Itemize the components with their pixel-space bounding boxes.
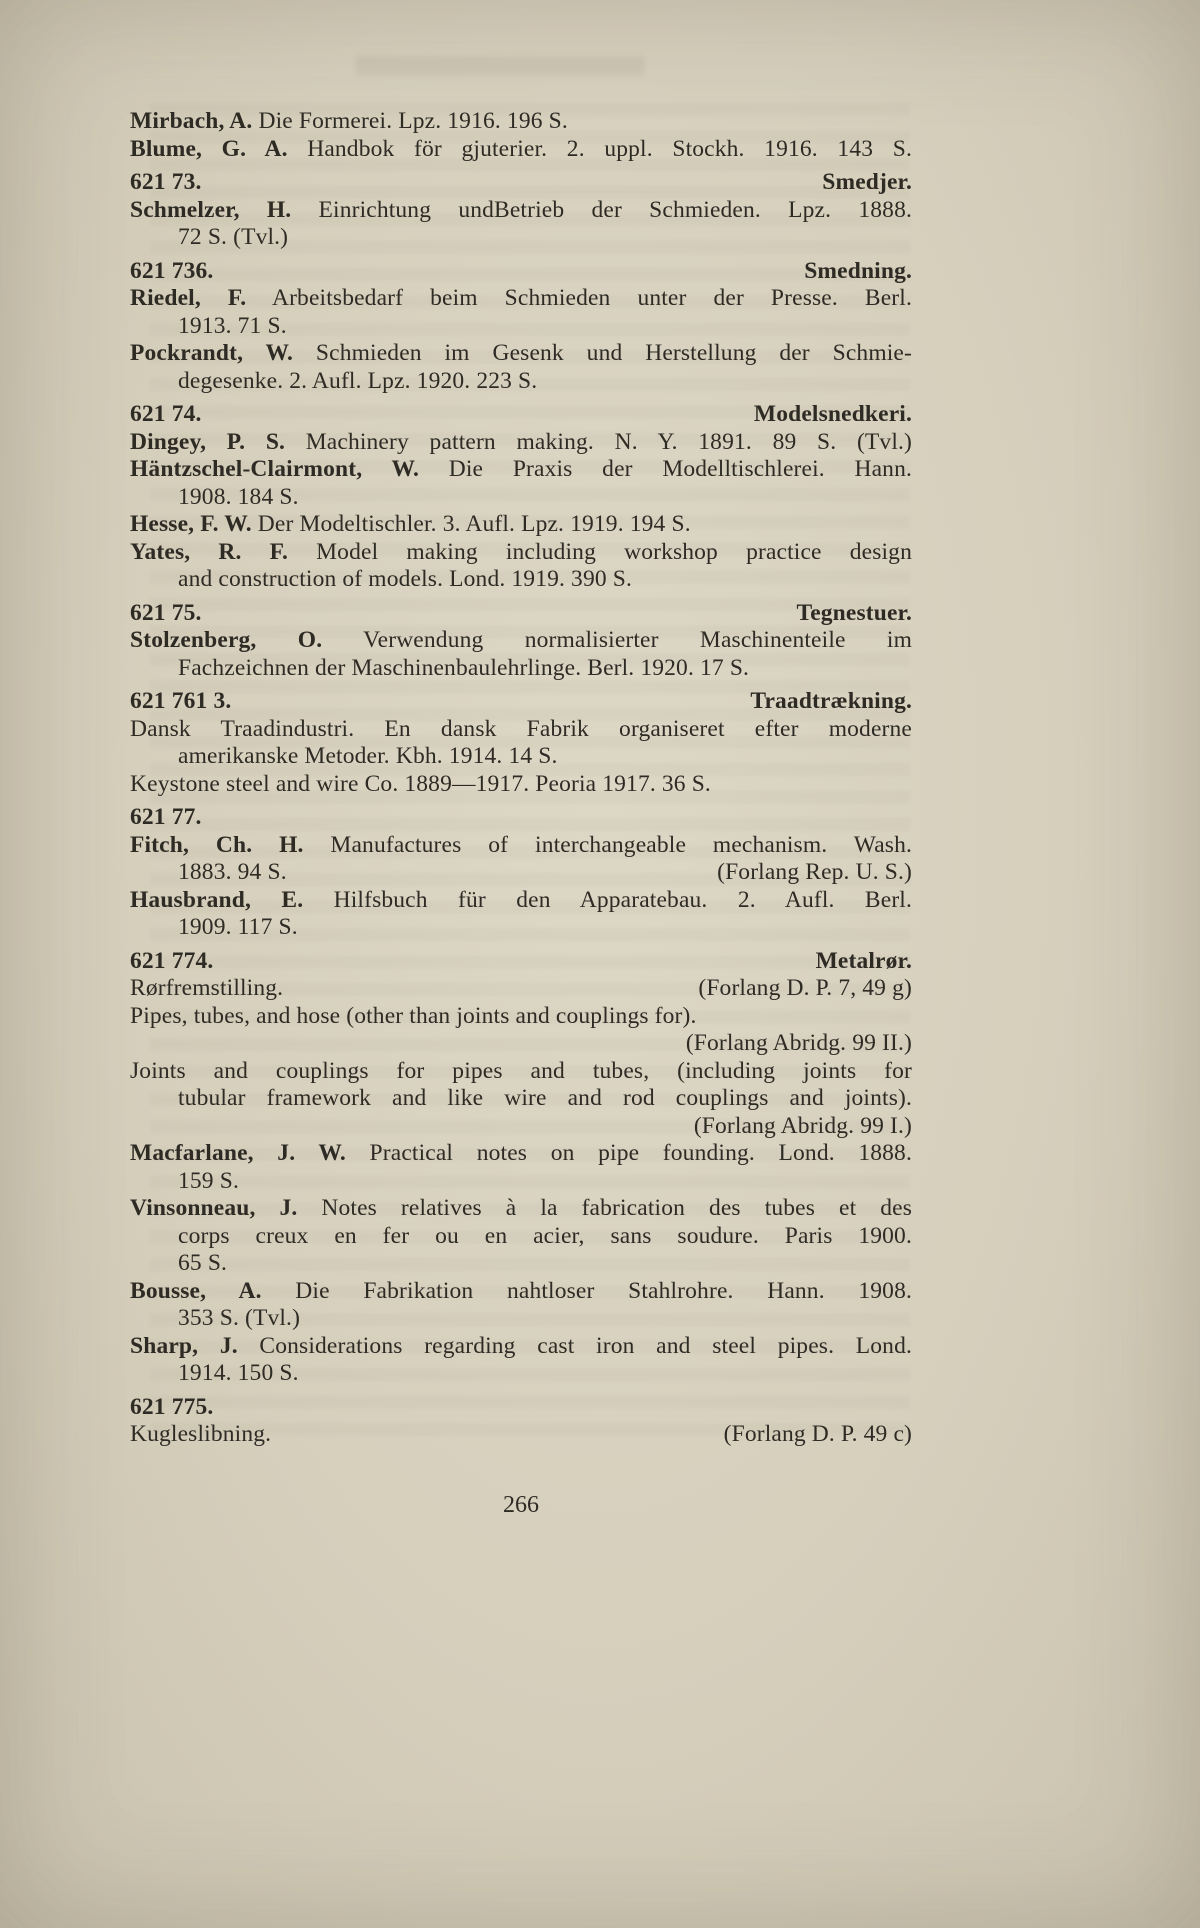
section-code: 621 761 3.	[130, 688, 232, 714]
entry-text: Fitch, Ch. H. Manufactures of interchangeable mechanism. Wash.	[130, 831, 912, 858]
entry-text: 1913. 71 S.	[178, 312, 287, 339]
entry-line	[130, 1195, 912, 1223]
entry-line	[130, 1223, 912, 1251]
entry-line	[130, 108, 912, 136]
entry-text: tubular framework and like wire and rod couplings and joints).	[178, 1085, 912, 1111]
bib-entry	[130, 1421, 912, 1449]
entry-line	[130, 1085, 912, 1113]
entry-line	[130, 1168, 912, 1196]
section-header	[130, 804, 912, 832]
entry-text: Macfarlane, J. W. Practical notes on pipe founding. Lond. 1888.	[130, 1140, 912, 1166]
entry-line	[130, 1421, 912, 1449]
entry-text: Häntzschel-Clairmont, W. Die Praxis der Modelltischlerei. Hann.	[130, 456, 913, 482]
section-code: 621 74.	[130, 401, 202, 427]
entry-text: and construction of models. Lond. 1919. 390 S.	[178, 566, 633, 592]
entry-line	[130, 743, 912, 771]
entry-line	[130, 285, 912, 313]
section-title: Smedning.	[804, 257, 912, 284]
bib-entry	[130, 285, 912, 340]
author-name: Pockrandt, W.	[130, 340, 294, 366]
entry-line	[130, 975, 912, 1003]
entry-line	[130, 368, 912, 396]
entry-text: Dansk Traadindustri. En dansk Fabrik organiseret efter moderne	[130, 715, 912, 742]
entry-line	[130, 1003, 912, 1031]
author-name: Macfarlane, J. W.	[130, 1140, 346, 1166]
entry-line	[130, 340, 912, 368]
bib-entry	[130, 456, 912, 511]
entry-text: Vinsonneau, J. Notes relatives à la fabrication des tubes et des	[130, 1195, 913, 1221]
entry-text: corps creux en fer ou en acier, sans soudure. Paris 1900.	[178, 1222, 912, 1249]
section-header	[130, 688, 912, 716]
author-name: Dingey, P. S.	[130, 428, 286, 455]
author-name: Bousse, A.	[130, 1277, 262, 1304]
section-code: 621 73.	[130, 169, 202, 195]
entry-line	[130, 1305, 912, 1333]
reference-note: (Forlang D. P. 7, 49 g)	[698, 975, 912, 1001]
entry-text: Fachzeichnen der Maschinenbaulehrlinge. Berl. 1920. 17 S.	[178, 654, 750, 681]
entry-line	[130, 887, 912, 915]
bibliography	[130, 108, 912, 1449]
entry-text: 1908. 184 S.	[178, 483, 299, 510]
entry-text: 353 S. (Tvl.)	[178, 1305, 301, 1331]
bib-entry	[130, 197, 912, 252]
author-name: Sharp, J.	[130, 1332, 238, 1359]
entry-text: amerikanske Metoder. Kbh. 1914. 14 S.	[178, 743, 558, 769]
author-name: Blume, G. A.	[130, 135, 288, 162]
entry-line	[130, 197, 912, 225]
entry-line	[130, 1058, 912, 1086]
author-name: Riedel, F.	[130, 285, 247, 311]
section-title: Smedjer.	[822, 169, 912, 195]
bib-entry	[130, 429, 912, 457]
entry-line	[130, 771, 912, 799]
author-name: Vinsonneau, J.	[130, 1195, 298, 1221]
bib-entry	[130, 1195, 912, 1278]
entry-text: Pipes, tubes, and hose (other than joints and couplings for).	[130, 1002, 697, 1029]
bib-entry	[130, 1333, 912, 1388]
entry-line	[130, 859, 912, 887]
entry-text: Schmelzer, H. Einrichtung undBetrieb der Schmieden. Lpz. 1888.	[130, 196, 913, 223]
section-title: Traadtrækning.	[750, 688, 912, 714]
entry-line	[130, 224, 912, 252]
entry-text: Keystone steel and wire Co. 1889—1917. Peoria 1917. 36 S.	[130, 770, 711, 797]
author-name: Schmelzer, H.	[130, 196, 292, 223]
bib-entry	[130, 1003, 912, 1058]
entry-line	[130, 456, 912, 484]
reference-note: (Forlang Abridg. 99 I.)	[693, 1112, 912, 1139]
entry-text: Dingey, P. S. Machinery pattern making. N. Y. 1891. 89 S. (Tvl.)	[130, 428, 912, 455]
entry-line	[130, 1278, 912, 1306]
entry-line	[130, 1113, 912, 1141]
bib-entry	[130, 539, 912, 594]
entry-text: 72 S. (Tvl.)	[178, 224, 289, 250]
entry-text: 159 S.	[178, 1167, 239, 1194]
author-name: Yates, R. F.	[130, 538, 289, 565]
entry-line	[130, 1030, 912, 1058]
entry-text: degesenke. 2. Aufl. Lpz. 1920. 223 S.	[178, 367, 538, 394]
entry-line	[130, 1333, 912, 1361]
author-name: Hausbrand, E.	[130, 886, 304, 913]
entry-line	[130, 914, 912, 942]
author-name: Mirbach, A.	[130, 108, 253, 134]
bib-entry	[130, 1058, 912, 1141]
reference-note: (Forlang Abridg. 99 II.)	[685, 1030, 912, 1056]
entry-text: 1883. 94 S.	[178, 859, 287, 885]
bib-entry	[130, 975, 912, 1003]
entry-line	[130, 655, 912, 683]
section-title: Metalrør.	[815, 947, 912, 974]
entry-text: Mirbach, A. Die Formerei. Lpz. 1916. 196 S.	[130, 108, 568, 134]
author-name: Fitch, Ch. H.	[130, 831, 304, 858]
section-code: 621 77.	[130, 804, 202, 830]
bib-entry	[130, 832, 912, 887]
entry-line	[130, 1360, 912, 1388]
section-header	[130, 1394, 912, 1422]
entry-text: Hesse, F. W. Der Modeltischler. 3. Aufl. Lpz. 1919. 194 S.	[130, 511, 691, 537]
page-number: 266	[503, 1492, 539, 1518]
entry-line	[130, 716, 912, 744]
entry-line	[130, 566, 912, 594]
section-code: 621 75.	[130, 599, 202, 626]
bib-entry	[130, 511, 912, 539]
author-name: Häntzschel-Clairmont, W.	[130, 456, 420, 482]
entry-text: Blume, G. A. Handbok för gjuterier. 2. uppl. Stockh. 1916. 143 S.	[130, 135, 912, 162]
bleed-through-header-artifact	[355, 56, 645, 76]
section-header	[130, 401, 912, 429]
section-header	[130, 948, 912, 976]
bib-entry	[130, 136, 912, 164]
entry-text: Joints and couplings for pipes and tubes, (including joints for	[130, 1057, 912, 1084]
bib-entry	[130, 627, 912, 682]
entry-line	[130, 539, 912, 567]
bib-entry	[130, 108, 912, 136]
entry-line	[130, 313, 912, 341]
section-header	[130, 600, 912, 628]
entry-text: Sharp, J. Considerations regarding cast iron and steel pipes. Lond.	[130, 1332, 912, 1359]
entry-line	[130, 1140, 912, 1168]
author-name: Hesse, F. W.	[130, 511, 252, 537]
entry-text: 1914. 150 S.	[178, 1360, 299, 1386]
entry-text: 65 S.	[178, 1250, 228, 1276]
entry-text: Stolzenberg, O. Verwendung normalisierter Maschinenteile im	[130, 627, 912, 653]
bib-entry	[130, 340, 912, 395]
section-code: 621 774.	[130, 947, 214, 974]
section-header	[130, 169, 912, 197]
bib-entry	[130, 771, 912, 799]
entry-text: Hausbrand, E. Hilfsbuch für den Apparatebau. 2. Aufl. Berl.	[130, 886, 913, 913]
entry-line	[130, 832, 912, 860]
entry-text: Riedel, F. Arbeitsbedarf beim Schmieden unter der Presse. Berl.	[130, 285, 912, 311]
entry-text: 1909. 117 S.	[178, 914, 298, 940]
reference-note: (Forlang Rep. U. S.)	[717, 859, 912, 885]
reference-note: (Forlang D. P. 49 c)	[723, 1421, 912, 1447]
entry-text: Bousse, A. Die Fabrikation nahtloser Stahlrohre. Hann. 1908.	[130, 1277, 912, 1304]
entry-text: Kugleslibning.	[130, 1421, 272, 1447]
entry-text: Pockrandt, W. Schmieden im Gesenk und Herstellung der Schmie-	[130, 340, 912, 366]
entry-line	[130, 429, 912, 457]
section-title: Modelsnedkeri.	[753, 401, 912, 427]
section-title: Tegnestuer.	[796, 599, 912, 626]
entry-line	[130, 136, 912, 164]
bib-entry	[130, 887, 912, 942]
author-name: Stolzenberg, O.	[130, 627, 323, 653]
entry-line	[130, 511, 912, 539]
section-code: 621 775.	[130, 1393, 214, 1420]
section-code: 621 736.	[130, 257, 214, 284]
bib-entry	[130, 716, 912, 771]
entry-line	[130, 1250, 912, 1278]
bib-entry	[130, 1278, 912, 1333]
bib-entry	[130, 1140, 912, 1195]
entry-text: Rørfremstilling.	[130, 975, 284, 1001]
entry-line	[130, 484, 912, 512]
section-header	[130, 258, 912, 286]
entry-line	[130, 627, 912, 655]
entry-text: Yates, R. F. Model making including workshop practice design	[130, 538, 912, 565]
